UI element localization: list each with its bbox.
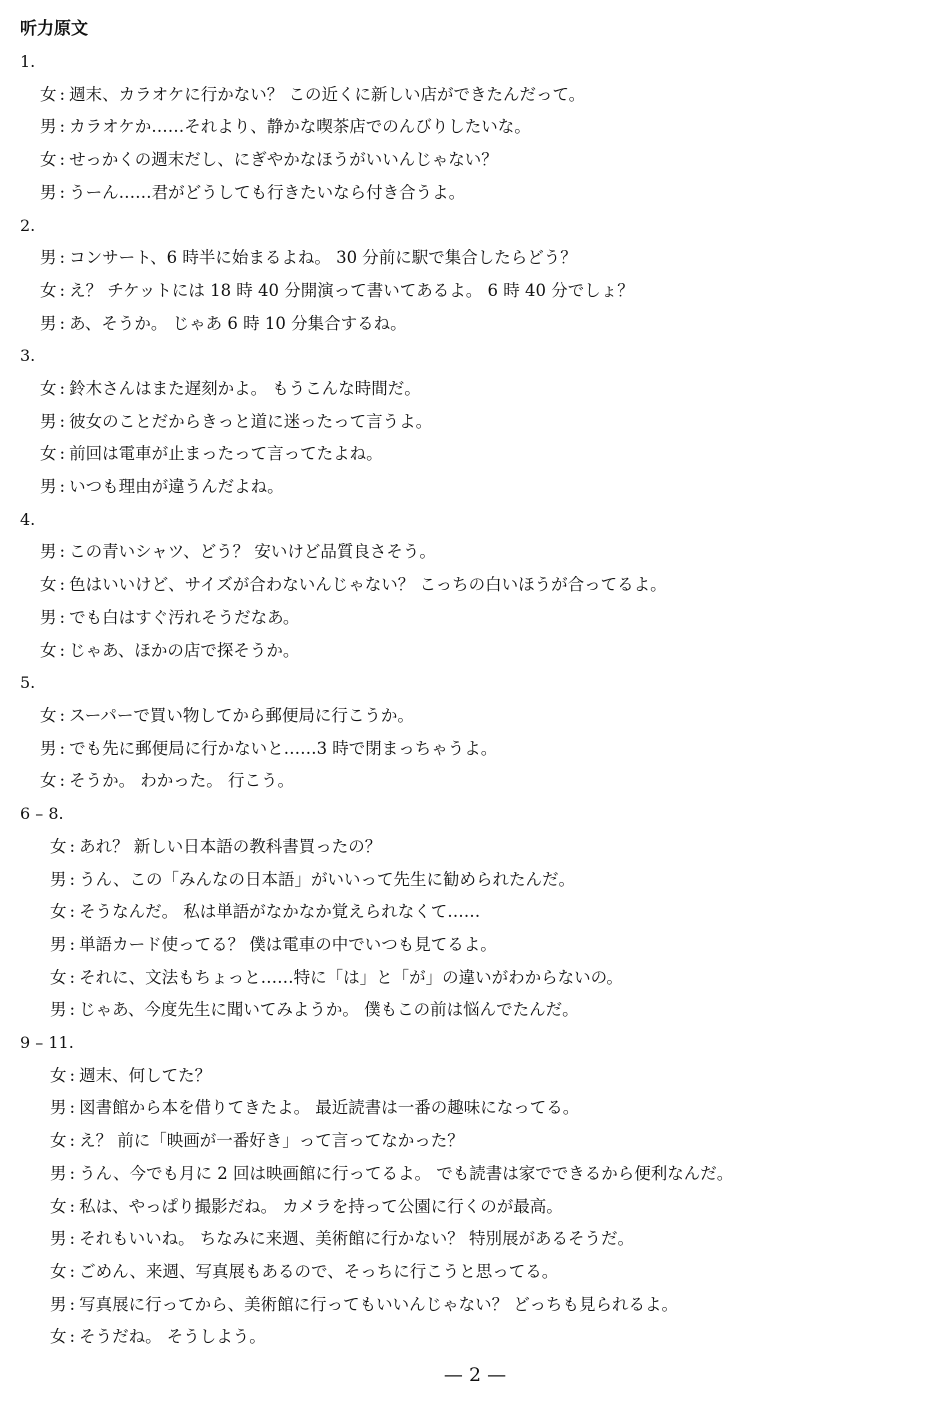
speaker-separator: : <box>69 935 76 954</box>
utterance-text: そうなんだ。 私は単語がなかなか覚えられなくて…… <box>79 902 481 921</box>
speaker-label: 女 <box>40 444 57 463</box>
speaker-label: 女 <box>40 706 57 725</box>
dialogue-line <box>50 1130 464 1152</box>
dialogue-line <box>40 280 634 302</box>
speaker-label: 男 <box>40 739 57 758</box>
speaker-separator: : <box>69 837 76 856</box>
section-heading: 听力原文 <box>20 19 88 39</box>
utterance-text: 私は、やっぱり撮影だね。 カメラを持って公園に行くのが最高。 <box>79 1197 563 1216</box>
utterance-text: 週末、何してた？ <box>79 1066 212 1085</box>
speaker-separator: : <box>69 1327 76 1346</box>
utterance-text: 鈴木さんはまた遅刻かよ。 もうこんな時間だ。 <box>69 379 421 398</box>
speaker-separator: : <box>59 85 66 104</box>
utterance-text: じゃあ、ほかの店で探そうか。 <box>69 641 300 660</box>
speaker-separator: : <box>69 1197 76 1216</box>
dialogue-line <box>40 640 299 662</box>
speaker-separator: : <box>69 968 76 987</box>
question-number: 6 – 8. <box>20 804 64 823</box>
utterance-text: コンサート、6 時半に始まるよね。 30 分前に駅で集合したらどう？ <box>69 248 577 267</box>
speaker-separator: : <box>69 1131 76 1150</box>
utterance-text: うん、この「みんなの日本語」がいいって先生に勧められたんだ。 <box>79 870 576 889</box>
speaker-label: 女 <box>50 968 67 987</box>
utterance-text: え？ 前に「映画が一番好き」って言ってなかった？ <box>79 1131 464 1150</box>
utterance-text: カラオケか……それより、静かな喫茶店でのんびりしたいな。 <box>69 117 531 136</box>
dialogue-line <box>40 247 577 269</box>
speaker-label: 男 <box>50 1295 67 1314</box>
dialogue-line <box>50 901 480 923</box>
speaker-separator: : <box>69 1164 76 1183</box>
utterance-text: せっかくの週末だし、にぎやかなほうがいいんじゃない？ <box>69 150 498 169</box>
dialogue-line <box>40 116 531 138</box>
speaker-label: 女 <box>40 150 57 169</box>
dialogue-line <box>50 1163 733 1185</box>
utterance-text: え？ チケットには 18 時 40 分開演って書いてあるよ。 6 時 40 分でしょ？ <box>69 281 634 300</box>
speaker-label: 男 <box>50 870 67 889</box>
speaker-label: 男 <box>40 477 57 496</box>
dialogue-line <box>50 1228 634 1250</box>
question-number: 1. <box>20 52 36 71</box>
speaker-label: 女 <box>50 837 67 856</box>
speaker-label: 男 <box>50 1000 67 1019</box>
speaker-separator: : <box>69 902 76 921</box>
dialogue-line <box>40 411 432 433</box>
dialogue-line <box>50 999 579 1021</box>
dialogue-line <box>40 443 383 465</box>
speaker-label: 女 <box>40 379 57 398</box>
dialogue-line <box>50 934 497 956</box>
speaker-label: 男 <box>50 935 67 954</box>
speaker-separator: : <box>69 1295 76 1314</box>
speaker-label: 男 <box>40 314 57 333</box>
speaker-separator: : <box>69 1098 76 1117</box>
speaker-separator: : <box>69 1262 76 1281</box>
speaker-separator: : <box>59 379 66 398</box>
utterance-text: あ、そうか。 じゃあ 6 時 10 分集合するね。 <box>69 314 407 333</box>
utterance-text: うーん……君がどうしても行きたいなら付き合うよ。 <box>69 183 466 202</box>
question-number: 9 – 11. <box>20 1033 74 1052</box>
speaker-separator: : <box>59 771 66 790</box>
speaker-label: 男 <box>40 248 57 267</box>
utterance-text: でも先に郵便局に行かないと……3 時で閉まっちゃうよ。 <box>69 739 498 758</box>
speaker-label: 女 <box>50 1066 67 1085</box>
speaker-separator: : <box>59 183 66 202</box>
speaker-separator: : <box>59 412 66 431</box>
dialogue-line <box>40 738 497 760</box>
speaker-separator: : <box>59 706 66 725</box>
dialogue-line <box>40 770 294 792</box>
speaker-label: 女 <box>40 771 57 790</box>
dialogue-line <box>50 967 623 989</box>
dialogue-line <box>50 1294 678 1316</box>
utterance-text: 週末、カラオケに行かない？ この近くに新しい店ができたんだって。 <box>69 85 586 104</box>
dialogue-line <box>40 84 585 106</box>
speaker-separator: : <box>59 314 66 333</box>
page-number: — 2 — <box>443 1364 507 1386</box>
utterance-text: 図書館から本を借りてきたよ。 最近読書は一番の趣味になってる。 <box>79 1098 580 1117</box>
dialogue-line <box>40 607 299 629</box>
speaker-label: 女 <box>50 1197 67 1216</box>
dialogue-line <box>50 1261 558 1283</box>
utterance-text: でも白はすぐ汚れそうだなあ。 <box>69 608 300 627</box>
speaker-label: 女 <box>50 902 67 921</box>
utterance-text: この青いシャツ、どう？ 安いけど品質良さそう。 <box>69 542 436 561</box>
dialogue-line <box>50 1196 563 1218</box>
speaker-label: 男 <box>40 608 57 627</box>
dialogue-line <box>50 869 575 891</box>
speaker-label: 女 <box>50 1327 67 1346</box>
speaker-separator: : <box>69 1229 76 1248</box>
dialogue-line <box>40 313 407 335</box>
speaker-separator: : <box>59 608 66 627</box>
question-number: 3. <box>20 346 36 365</box>
speaker-label: 男 <box>40 117 57 136</box>
dialogue-line <box>40 705 414 727</box>
speaker-separator: : <box>59 575 66 594</box>
speaker-label: 男 <box>40 412 57 431</box>
utterance-text: 写真展に行ってから、美術館に行ってもいいんじゃない？ どっちも見られるよ。 <box>79 1295 678 1314</box>
dialogue-line <box>50 1326 266 1348</box>
speaker-separator: : <box>69 1000 76 1019</box>
utterance-text: あれ？ 新しい日本語の教科書買ったの？ <box>79 837 382 856</box>
dialogue-line <box>50 1065 211 1087</box>
speaker-separator: : <box>59 477 66 496</box>
question-number: 4. <box>20 510 36 529</box>
dialogue-line <box>50 1097 579 1119</box>
speaker-separator: : <box>59 281 66 300</box>
speaker-label: 女 <box>40 641 57 660</box>
utterance-text: ごめん、来週、写真展もあるので、そっちに行こうと思ってる。 <box>79 1262 559 1281</box>
dialogue-line <box>40 378 421 400</box>
utterance-text: スーパーで買い物してから郵便局に行こうか。 <box>69 706 414 725</box>
dialogue-line <box>40 476 284 498</box>
utterance-text: 単語カード使ってる？ 僕は電車の中でいつも見てるよ。 <box>79 935 497 954</box>
dialogue-line <box>40 574 667 596</box>
utterance-text: それもいいね。 ちなみに来週、美術館に行かない？ 特別展があるそうだ。 <box>79 1229 635 1248</box>
speaker-label: 男 <box>50 1229 67 1248</box>
speaker-label: 女 <box>40 85 57 104</box>
dialogue-line <box>50 836 381 858</box>
speaker-separator: : <box>59 117 66 136</box>
utterance-text: 彼女のことだからきっと道に迷ったって言うよ。 <box>69 412 433 431</box>
utterance-text: いつも理由が違うんだよね。 <box>69 477 284 496</box>
utterance-text: うん、今でも月に 2 回は映画館に行ってるよ。 でも読書は家でできるから便利なんだ。 <box>79 1164 734 1183</box>
utterance-text: そうだね。 そうしよう。 <box>79 1327 266 1346</box>
speaker-label: 女 <box>50 1262 67 1281</box>
speaker-separator: : <box>59 248 66 267</box>
speaker-label: 女 <box>40 575 57 594</box>
utterance-text: じゃあ、今度先生に聞いてみようか。 僕もこの前は悩んでたんだ。 <box>79 1000 579 1019</box>
utterance-text: そうか。 わかった。 行こう。 <box>69 771 295 790</box>
dialogue-line <box>40 149 498 171</box>
question-number: 5. <box>20 673 36 692</box>
utterance-text: 色はいいけど、サイズが合わないんじゃない？ こっちの白いほうが合ってるよ。 <box>69 575 667 594</box>
speaker-separator: : <box>59 444 66 463</box>
dialogue-line <box>40 182 465 204</box>
question-number: 2. <box>20 216 36 235</box>
speaker-label: 男 <box>40 542 57 561</box>
utterance-text: それに、文法もちょっと……特に「は」と「が」の違いがわからないの。 <box>79 968 623 987</box>
speaker-separator: : <box>69 1066 76 1085</box>
speaker-separator: : <box>59 542 66 561</box>
speaker-separator: : <box>59 641 66 660</box>
speaker-label: 男 <box>50 1164 67 1183</box>
speaker-label: 男 <box>50 1098 67 1117</box>
speaker-separator: : <box>59 739 66 758</box>
speaker-separator: : <box>59 150 66 169</box>
utterance-text: 前回は電車が止まったって言ってたよね。 <box>69 444 383 463</box>
dialogue-line <box>40 541 436 563</box>
speaker-separator: : <box>69 870 76 889</box>
speaker-label: 女 <box>50 1131 67 1150</box>
speaker-label: 女 <box>40 281 57 300</box>
speaker-label: 男 <box>40 183 57 202</box>
